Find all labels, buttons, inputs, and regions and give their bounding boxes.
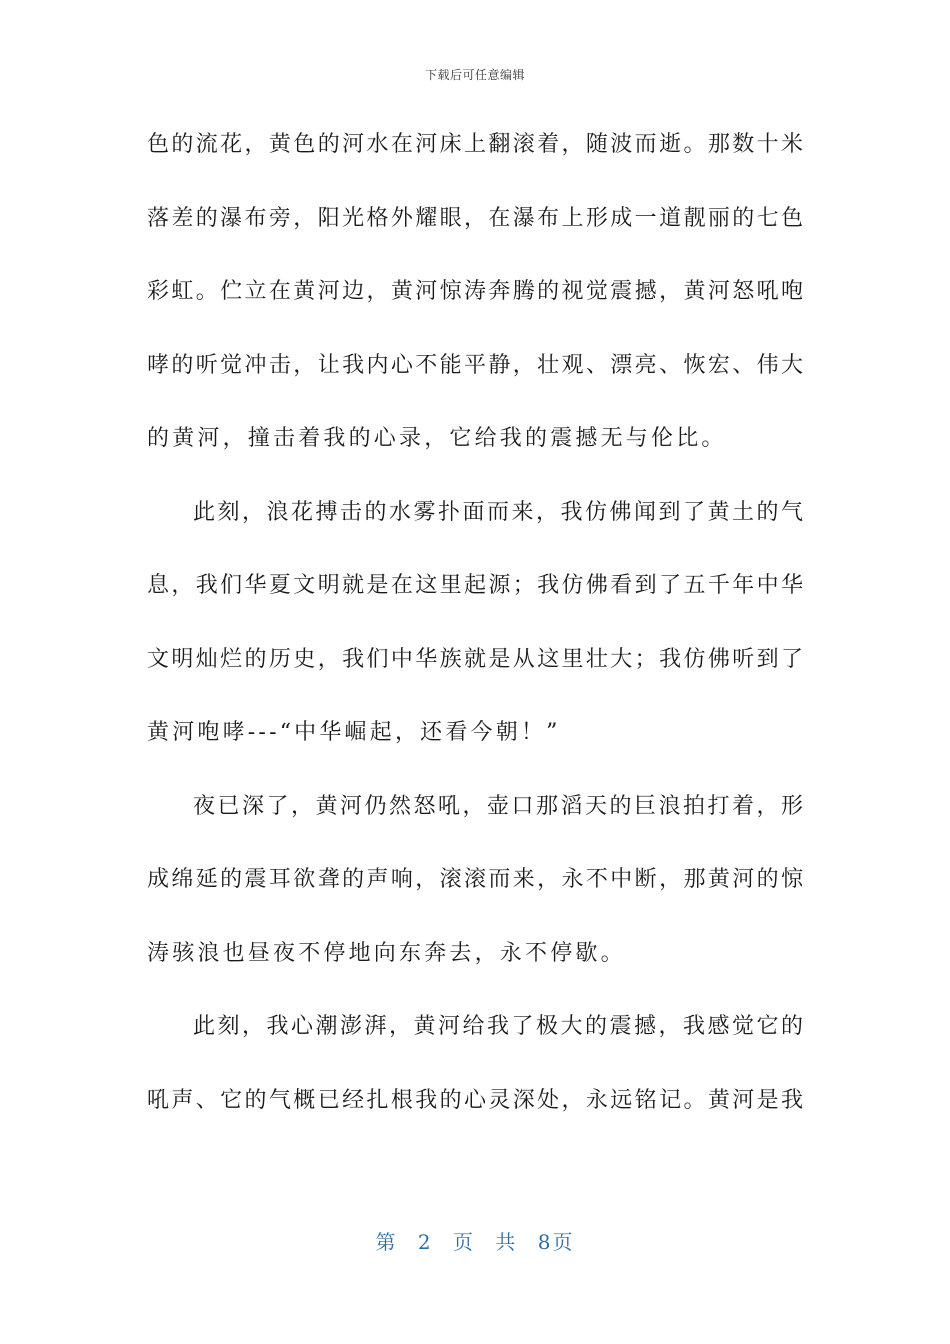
footer-page-current: 2: [417, 1230, 433, 1254]
text-line: 文明灿烂的历史，我们中华族就是从这里壮大；我仿佛听到了: [147, 646, 803, 672]
footer-label-page: 第: [375, 1230, 398, 1254]
text-line: 彩虹。伫立在黄河边，黄河惊涛奔腾的视觉震撼，黄河怒吼咆: [147, 279, 803, 304]
footer-label-unit: 页: [453, 1230, 475, 1254]
text-line: 此刻，浪花搏击的水雾扑面而来，我仿佛闻到了黄土的气: [193, 499, 803, 525]
text-line: 涛骇浪也昼夜不停地向东奔去，永不停歇。: [147, 940, 626, 966]
text-line: 此刻，我心潮澎湃，黄河给我了极大的震撼，我感觉它的: [193, 1014, 803, 1039]
page-header: 下载后可任意编辑: [424, 68, 525, 82]
text-line: 夜已深了，黄河仍然怒吼，壶口那滔天的巨浪拍打着，形: [193, 793, 803, 819]
text-line: 的黄河，撞击着我的心录，它给我的震撼无与伦比。: [147, 426, 727, 451]
text-line: 吼声、它的气概已经扎根我的心灵深处，永远铭记。黄河是我: [147, 1087, 803, 1113]
text-line: 成绵延的震耳欲聋的声响，滚滚而来，永不中断，那黄河的惊: [147, 867, 803, 892]
page-footer: [0, 1226, 950, 1255]
text-line: 色的流花，黄色的河水在河床上翻滚着，随波而逝。那数十米: [147, 132, 803, 157]
text-line: 息，我们华夏文明就是在这里起源；我仿佛看到了五千年中华: [147, 573, 803, 598]
footer-label-total: 共: [495, 1230, 518, 1254]
text-line: 黄河咆哮---“中华崛起，还看今朝！”: [147, 720, 561, 745]
document-body: [147, 108, 803, 1137]
text-line: 落差的瀑布旁，阳光格外耀眼，在瀑布上形成一道靓丽的七色: [147, 205, 803, 231]
footer-page-total: 8页: [537, 1230, 575, 1254]
text-line: 哮的听觉冲击，让我内心不能平静，壮观、漂亮、恢宏、伟大: [147, 352, 803, 378]
